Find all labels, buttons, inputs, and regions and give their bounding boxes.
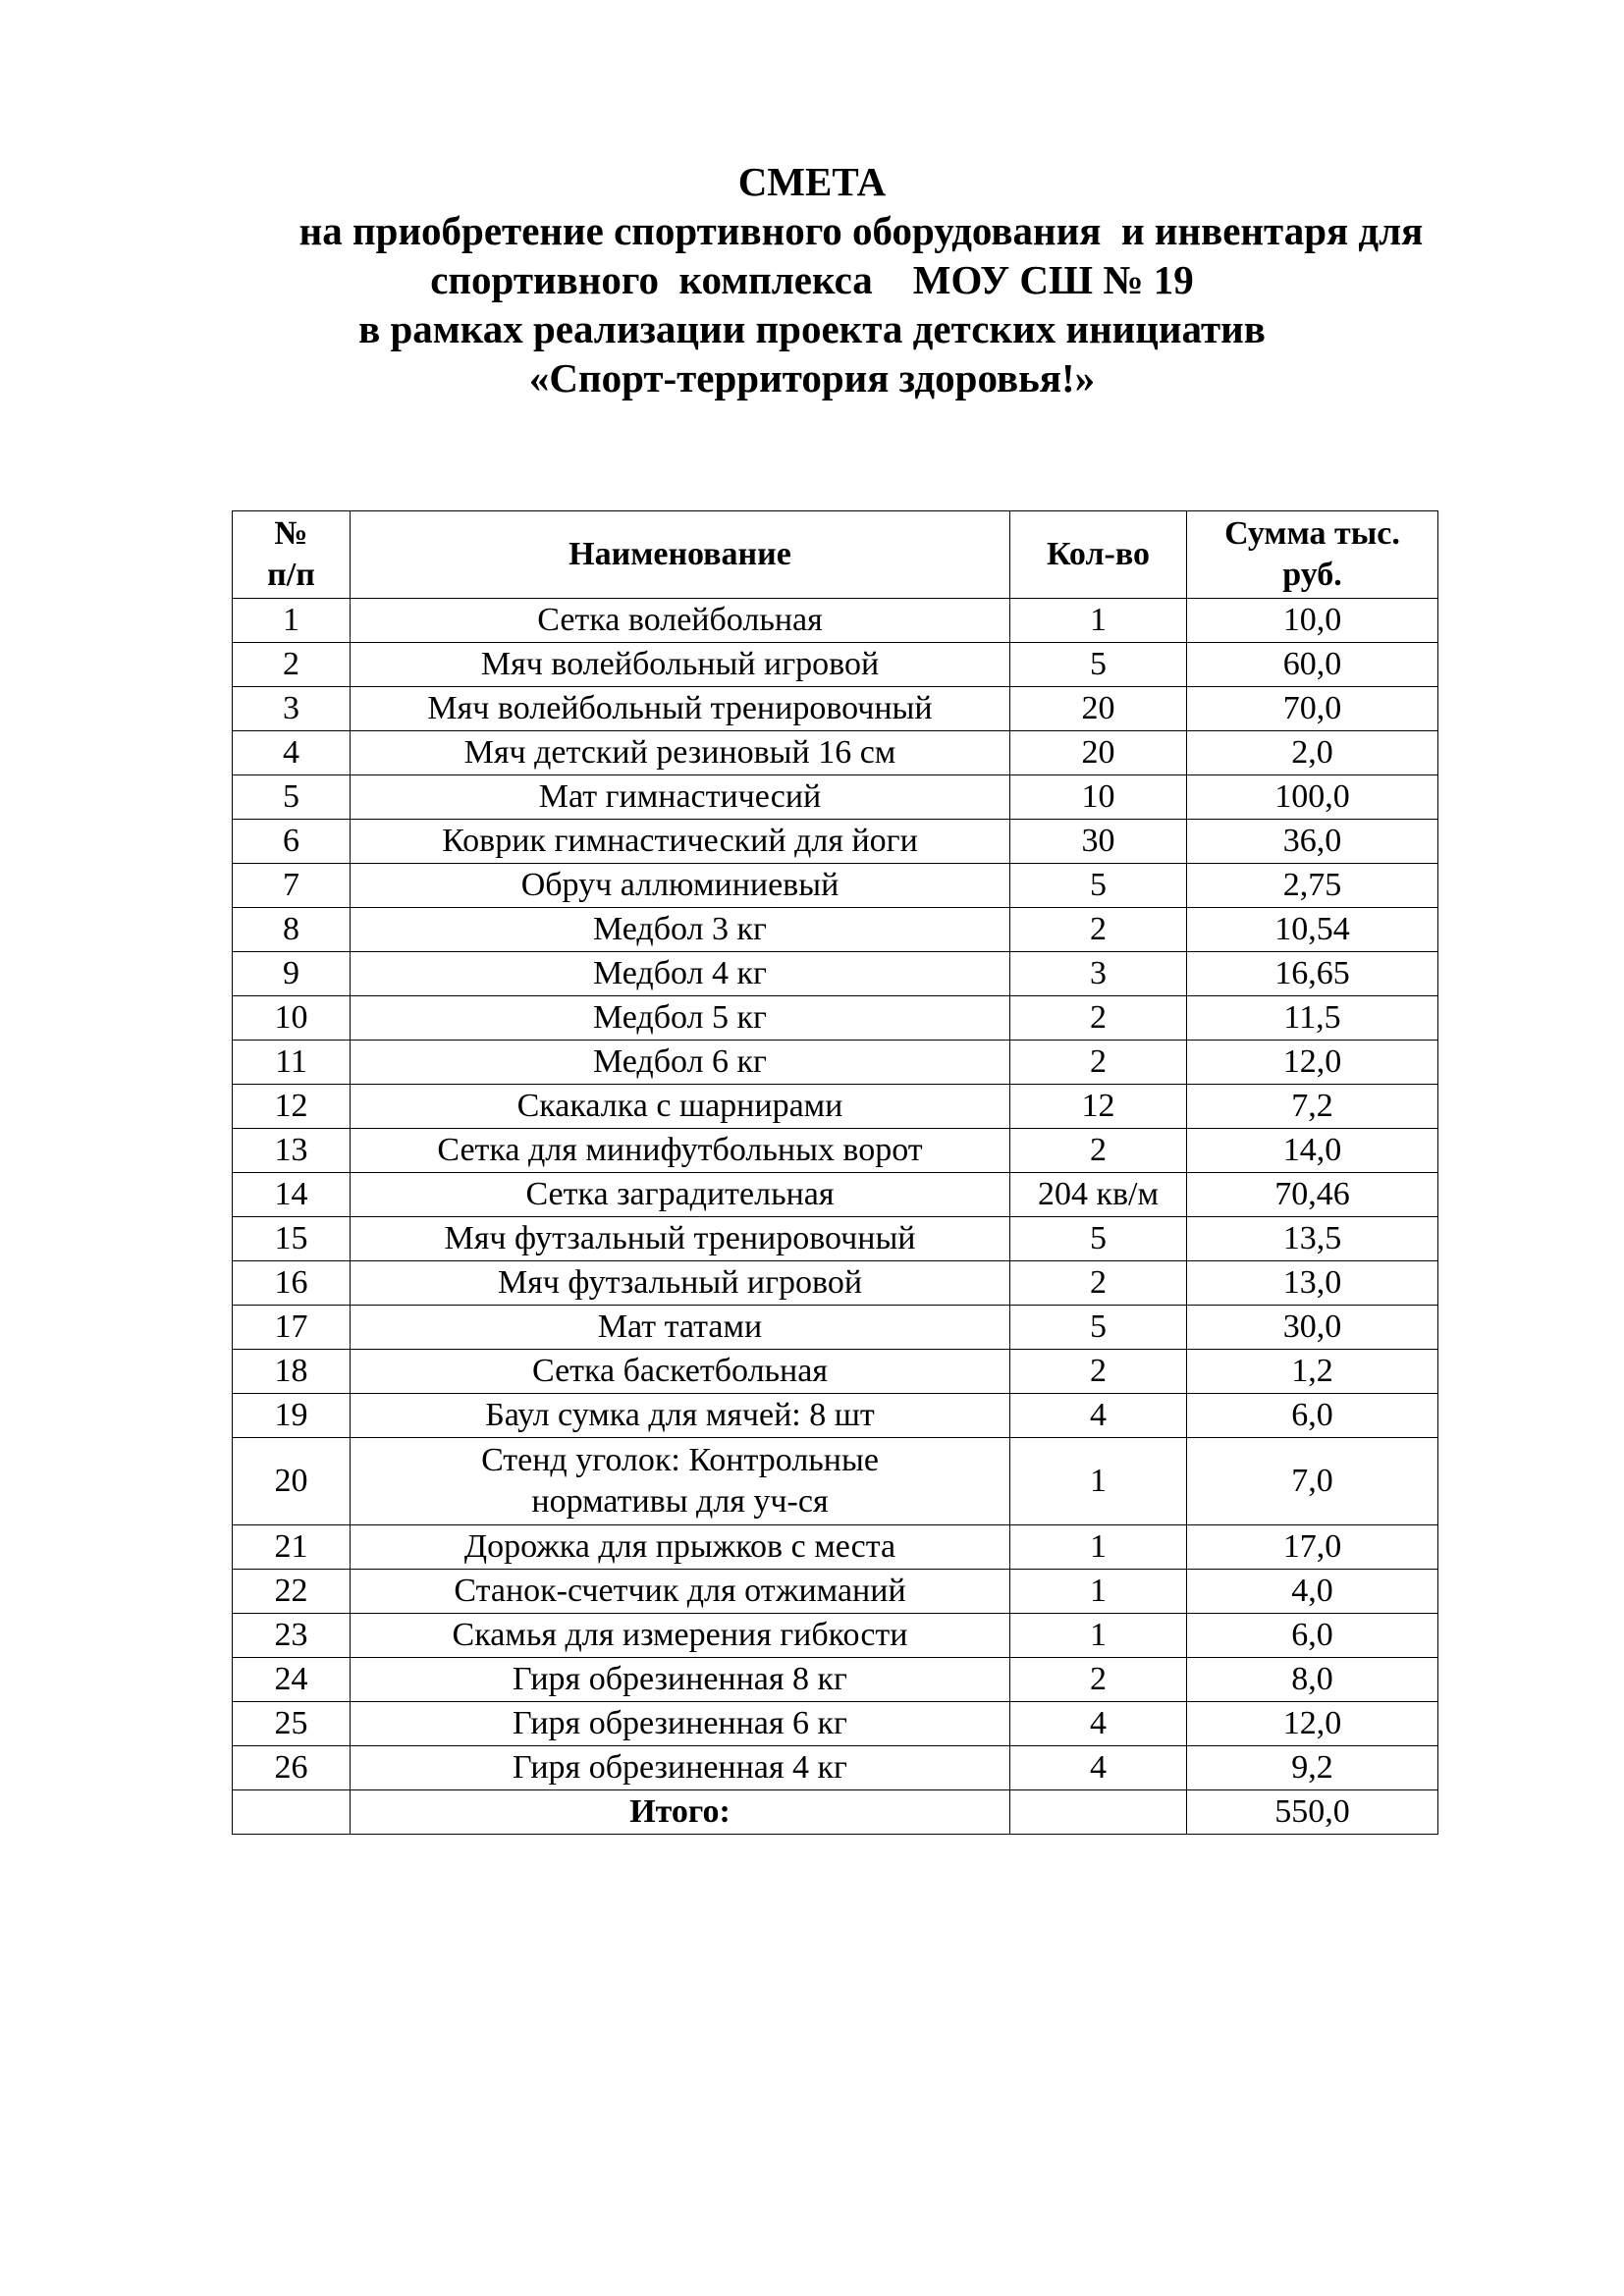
row-name: Мяч волейбольный тренировочный — [351, 687, 1010, 731]
row-name: Медбол 3 кг — [351, 908, 1010, 952]
row-number: 2 — [233, 643, 351, 687]
row-number: 18 — [233, 1350, 351, 1394]
row-quantity: 5 — [1010, 864, 1187, 908]
row-number: 9 — [233, 952, 351, 996]
table-row — [233, 1746, 1438, 1790]
row-number: 26 — [233, 1746, 351, 1790]
estimate-table — [232, 510, 1438, 1835]
row-quantity: 5 — [1010, 1217, 1187, 1261]
row-sum: 1,2 — [1187, 1350, 1438, 1394]
row-number: 23 — [233, 1614, 351, 1658]
header-name: Наименование — [351, 511, 1010, 599]
row-number: 21 — [233, 1525, 351, 1570]
table-row — [233, 1085, 1438, 1129]
row-sum: 7,2 — [1187, 1085, 1438, 1129]
table-row — [233, 952, 1438, 996]
table-row — [233, 1261, 1438, 1306]
table-row — [233, 1217, 1438, 1261]
row-quantity: 2 — [1010, 908, 1187, 952]
table-row — [233, 1570, 1438, 1614]
table-row — [233, 1173, 1438, 1217]
row-name: Гиря обрезиненная 4 кг — [351, 1746, 1010, 1790]
table-row — [233, 996, 1438, 1041]
row-quantity: 12 — [1010, 1085, 1187, 1129]
row-name: Мяч футзальный игровой — [351, 1261, 1010, 1306]
row-sum: 100,0 — [1187, 775, 1438, 820]
row-quantity: 2 — [1010, 1041, 1187, 1085]
row-quantity: 2 — [1010, 996, 1187, 1041]
row-quantity: 1 — [1010, 1525, 1187, 1570]
row-quantity: 30 — [1010, 820, 1187, 864]
row-quantity: 1 — [1010, 1614, 1187, 1658]
row-sum: 6,0 — [1187, 1614, 1438, 1658]
title-line-4: в рамках реализации проекта детских инициатив — [358, 306, 1266, 351]
row-sum: 12,0 — [1187, 1702, 1438, 1746]
row-quantity: 20 — [1010, 731, 1187, 775]
row-name: Станок-счетчик для отжиманий — [351, 1570, 1010, 1614]
row-number: 13 — [233, 1129, 351, 1173]
row-sum: 8,0 — [1187, 1658, 1438, 1702]
table-row — [233, 731, 1438, 775]
row-number: 4 — [233, 731, 351, 775]
row-sum: 13,0 — [1187, 1261, 1438, 1306]
row-sum: 12,0 — [1187, 1041, 1438, 1085]
total-row — [233, 1790, 1438, 1835]
row-number: 8 — [233, 908, 351, 952]
total-quantity-empty — [1010, 1790, 1187, 1835]
row-sum: 4,0 — [1187, 1570, 1438, 1614]
row-quantity: 4 — [1010, 1702, 1187, 1746]
header-number-line1: № — [274, 515, 308, 552]
row-name-line1: Стенд уголок: Контрольные — [481, 1442, 879, 1478]
table-row — [233, 599, 1438, 643]
row-name-line2: нормативы для уч-ся — [531, 1483, 829, 1520]
row-quantity: 5 — [1010, 1306, 1187, 1350]
row-name: Медбол 6 кг — [351, 1041, 1010, 1085]
total-sum: 550,0 — [1187, 1790, 1438, 1835]
row-sum: 13,5 — [1187, 1217, 1438, 1261]
row-name: Мяч детский резиновый 16 см — [351, 731, 1010, 775]
row-name: Медбол 5 кг — [351, 996, 1010, 1041]
row-sum: 14,0 — [1187, 1129, 1438, 1173]
row-name: Обруч аллюминиевый — [351, 864, 1010, 908]
row-number: 6 — [233, 820, 351, 864]
table-row — [233, 908, 1438, 952]
header-sum — [1187, 511, 1438, 599]
row-quantity: 4 — [1010, 1394, 1187, 1438]
table-header — [233, 511, 1438, 599]
header-sum-line2: руб. — [1282, 557, 1342, 593]
row-sum: 10,0 — [1187, 599, 1438, 643]
row-quantity: 4 — [1010, 1746, 1187, 1790]
row-quantity: 2 — [1010, 1261, 1187, 1306]
row-number: 20 — [233, 1438, 351, 1525]
row-name: Скамья для измерения гибкости — [351, 1614, 1010, 1658]
header-number — [233, 511, 351, 599]
row-quantity: 1 — [1010, 599, 1187, 643]
table-row — [233, 1658, 1438, 1702]
row-quantity: 204 кв/м — [1010, 1173, 1187, 1217]
document-title — [0, 157, 1624, 402]
table-row — [233, 1129, 1438, 1173]
row-number: 3 — [233, 687, 351, 731]
row-number: 11 — [233, 1041, 351, 1085]
table-row — [233, 864, 1438, 908]
table-row — [233, 643, 1438, 687]
row-name: Дорожка для прыжков с места — [351, 1525, 1010, 1570]
table-row — [233, 1306, 1438, 1350]
row-number: 17 — [233, 1306, 351, 1350]
row-sum: 2,0 — [1187, 731, 1438, 775]
table-row — [233, 1350, 1438, 1394]
row-number: 19 — [233, 1394, 351, 1438]
row-sum: 70,0 — [1187, 687, 1438, 731]
row-number: 24 — [233, 1658, 351, 1702]
row-sum: 9,2 — [1187, 1746, 1438, 1790]
title-line-1: СМЕТА — [737, 159, 887, 204]
header-sum-line1: Сумма тыс. — [1224, 515, 1400, 552]
title-line-3: спортивного комплекса МОУ СШ № 19 — [430, 257, 1194, 302]
row-quantity: 2 — [1010, 1350, 1187, 1394]
table-row — [233, 1438, 1438, 1525]
row-number: 12 — [233, 1085, 351, 1129]
row-name: Медбол 4 кг — [351, 952, 1010, 996]
row-sum: 11,5 — [1187, 996, 1438, 1041]
total-number-empty — [233, 1790, 351, 1835]
row-number: 14 — [233, 1173, 351, 1217]
row-name: Мяч футзальный тренировочный — [351, 1217, 1010, 1261]
row-quantity: 1 — [1010, 1570, 1187, 1614]
row-sum: 30,0 — [1187, 1306, 1438, 1350]
table-row — [233, 687, 1438, 731]
table-body — [233, 599, 1438, 1835]
row-number: 15 — [233, 1217, 351, 1261]
header-row — [233, 511, 1438, 599]
table-row — [233, 820, 1438, 864]
row-sum: 70,46 — [1187, 1173, 1438, 1217]
row-number: 16 — [233, 1261, 351, 1306]
row-quantity: 10 — [1010, 775, 1187, 820]
table-row — [233, 1702, 1438, 1746]
row-sum: 2,75 — [1187, 864, 1438, 908]
row-name: Скакалка с шарнирами — [351, 1085, 1010, 1129]
row-name: Сетка баскетбольная — [351, 1350, 1010, 1394]
row-sum: 7,0 — [1187, 1438, 1438, 1525]
row-name: Гиря обрезиненная 6 кг — [351, 1702, 1010, 1746]
table-row — [233, 1041, 1438, 1085]
row-name: Мат гимнастичесий — [351, 775, 1010, 820]
row-quantity: 1 — [1010, 1438, 1187, 1525]
table-row — [233, 1525, 1438, 1570]
row-quantity: 20 — [1010, 687, 1187, 731]
header-quantity: Кол-во — [1010, 511, 1187, 599]
row-quantity: 2 — [1010, 1658, 1187, 1702]
title-line-5: «Спорт-территория здоровья!» — [528, 355, 1096, 400]
row-name: Гиря обрезиненная 8 кг — [351, 1658, 1010, 1702]
table-row — [233, 775, 1438, 820]
row-name: Мат татами — [351, 1306, 1010, 1350]
row-quantity: 2 — [1010, 1129, 1187, 1173]
row-name: Коврик гимнастический для йоги — [351, 820, 1010, 864]
row-name — [351, 1438, 1010, 1525]
row-number: 5 — [233, 775, 351, 820]
title-line-2: на приобретение спортивного оборудования и инвентаря для — [298, 208, 1424, 253]
row-sum: 17,0 — [1187, 1525, 1438, 1570]
table-row — [233, 1394, 1438, 1438]
row-sum: 36,0 — [1187, 820, 1438, 864]
row-sum: 60,0 — [1187, 643, 1438, 687]
row-name: Баул сумка для мячей: 8 шт — [351, 1394, 1010, 1438]
row-number: 7 — [233, 864, 351, 908]
header-number-line2: п/п — [267, 557, 315, 593]
row-quantity: 3 — [1010, 952, 1187, 996]
table-row — [233, 1614, 1438, 1658]
row-number: 25 — [233, 1702, 351, 1746]
total-label: Итого: — [351, 1790, 1010, 1835]
row-name: Мяч волейбольный игровой — [351, 643, 1010, 687]
row-sum: 10,54 — [1187, 908, 1438, 952]
row-sum: 16,65 — [1187, 952, 1438, 996]
row-name: Сетка волейбольная — [351, 599, 1010, 643]
row-number: 1 — [233, 599, 351, 643]
row-number: 10 — [233, 996, 351, 1041]
row-name: Сетка для минифутбольных ворот — [351, 1129, 1010, 1173]
row-sum: 6,0 — [1187, 1394, 1438, 1438]
row-number: 22 — [233, 1570, 351, 1614]
row-name: Сетка заградительная — [351, 1173, 1010, 1217]
row-quantity: 5 — [1010, 643, 1187, 687]
